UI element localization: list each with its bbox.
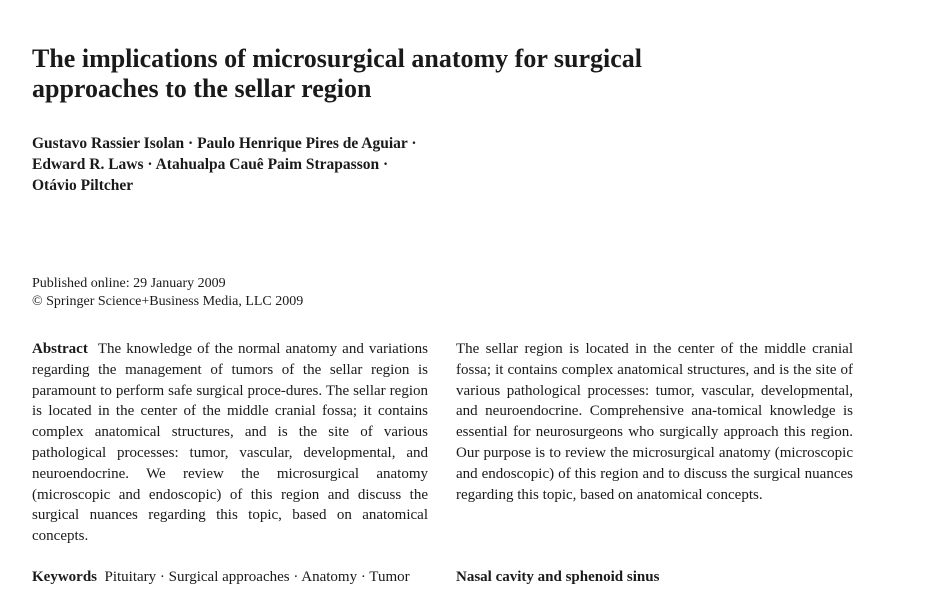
author-line-3: Otávio Piltcher — [32, 177, 134, 194]
paper-title-line-2: approaches to the sellar region — [32, 74, 372, 103]
author-line-1: Gustavo Rassier Isolan · Paulo Henrique Pires de Aguiar · — [32, 135, 417, 152]
intro-paragraph: The sellar region is located in the center of the middle cranial fossa; it contains complex anatomical structures, and is the site of various pathological processes: tumor, vascular, developmental, and neuroendocrine. Comprehensive ana-tomical knowledge is essential for neurosurgeons who surgically approach this region. Our purpose is to review the microsurgical anatomy (microscopic and endoscopic) of this region and to discuss the surgical nuances regarding this topic, based on anatomical concepts. — [456, 341, 853, 503]
paper-title — [32, 44, 732, 104]
author-line-2: Edward R. Laws · Atahualpa Cauê Paim Strapasson · — [32, 156, 389, 173]
keywords-block — [32, 567, 428, 588]
keywords-label: Keywords — [32, 569, 97, 585]
paper-title-line-1: The implications of microsurgical anatomy for surgical — [32, 44, 642, 73]
abstract-label: Abstract — [32, 341, 88, 357]
author-list — [32, 133, 552, 196]
published-date: Published online: 29 January 2009 — [32, 276, 226, 291]
keywords-text: Pituitary · Surgical approaches · Anatomy · Tumor — [104, 569, 410, 585]
abstract-paragraph — [32, 339, 428, 547]
publication-info — [32, 275, 303, 311]
copyright-notice: © Springer Science+Business Media, LLC 2009 — [32, 294, 304, 309]
abstract-text: The knowledge of the normal anatomy and variations regarding the management of tumors of the sellar region is paramount to perform safe surgical proce-dures. The sellar region is located in the center of the middle cranial fossa; it contains complex anatomical structures, and is the site of various pathological processes: tumor, vascular, developmental, and neuroendocrine. We review the microsurgical anatomy (microscopic and endoscopic) of this region and discuss the surgical nuances regarding this topic, based on anatomical concepts. — [32, 341, 428, 545]
section-heading: Nasal cavity and sphenoid sinus — [456, 569, 660, 585]
